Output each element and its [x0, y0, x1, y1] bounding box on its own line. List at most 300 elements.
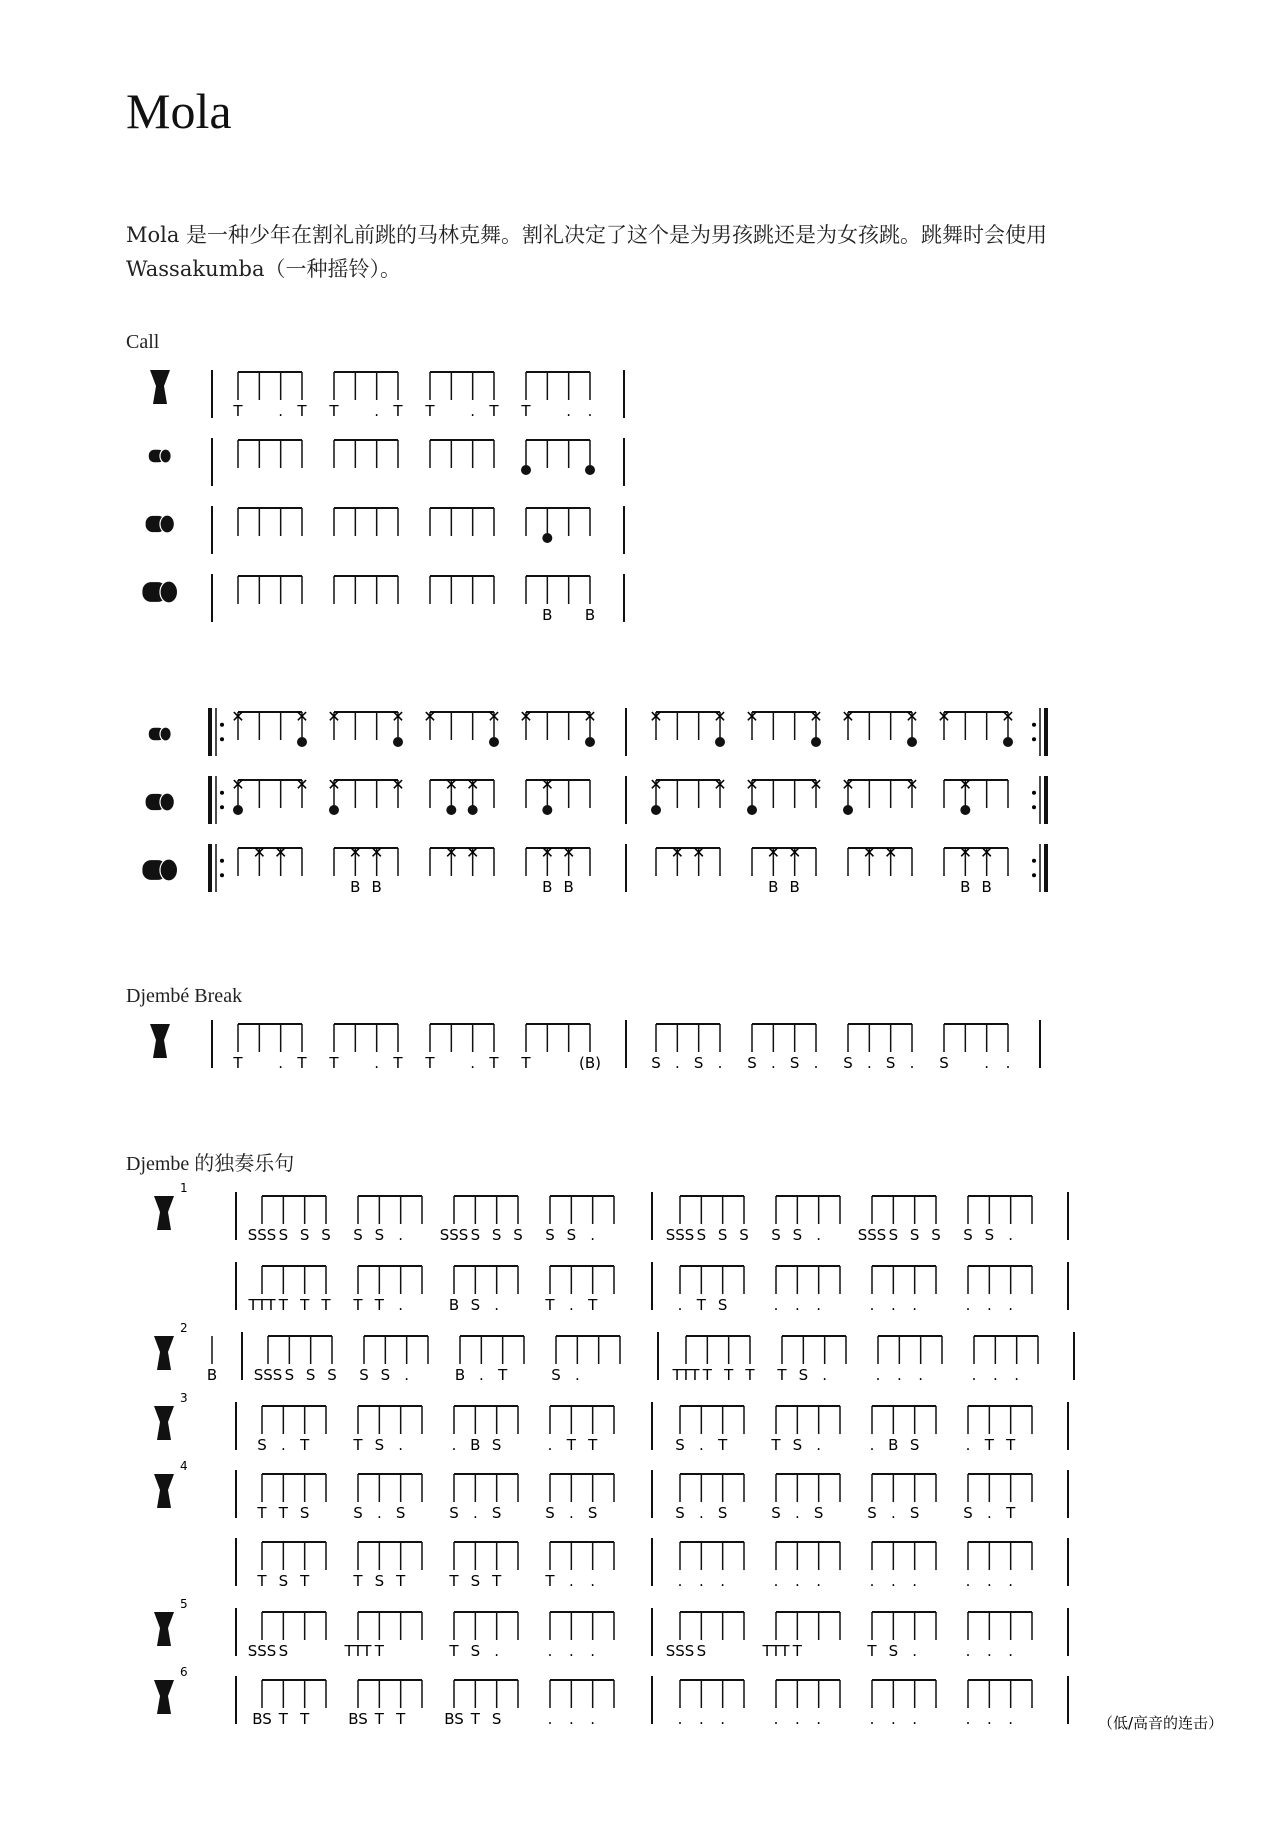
note-symbol: .: [971, 1366, 977, 1384]
note-symbol: .: [986, 1710, 992, 1728]
note-symbol: .: [918, 1366, 924, 1384]
note-symbol: BS: [348, 1710, 368, 1728]
note-symbol: T: [374, 1296, 384, 1314]
note-symbol: .: [770, 1054, 776, 1072]
note-symbol: T: [396, 1572, 406, 1590]
note-symbol: B: [371, 878, 382, 896]
note-symbol: S: [359, 1366, 369, 1384]
note-symbol: .: [1008, 1572, 1014, 1590]
note-symbol: S: [491, 1436, 502, 1454]
note-symbol: .: [984, 1054, 990, 1072]
repeat-dot: [1032, 859, 1036, 863]
note-symbol: T: [545, 1572, 555, 1590]
note-symbol: S: [491, 1710, 502, 1728]
note-symbol: .: [816, 1226, 822, 1244]
note-dot: [489, 737, 499, 747]
note-x: ✕: [295, 707, 309, 726]
note-symbol: T: [1006, 1436, 1016, 1454]
note-symbol: T: [984, 1436, 994, 1454]
note-symbol: .: [816, 1572, 822, 1590]
phrase-number: 3: [180, 1391, 188, 1405]
note-symbol: .: [587, 402, 593, 420]
note-symbol: .: [909, 1054, 915, 1072]
note-symbol: S: [278, 1572, 289, 1590]
note-x: ✕: [540, 775, 555, 794]
djembe-icon: [154, 1680, 174, 1714]
note-x: ✕: [841, 707, 855, 726]
note-x: ✕: [1001, 707, 1015, 726]
note-symbol: S: [449, 1504, 459, 1522]
note-symbol: .: [869, 1436, 875, 1454]
note-symbol: .: [494, 1296, 500, 1314]
note-symbol: .: [472, 1504, 478, 1522]
note-symbol: T: [300, 1572, 310, 1590]
note-symbol: .: [965, 1436, 971, 1454]
note-symbol: T: [300, 1710, 310, 1728]
note-symbol: T: [374, 1710, 384, 1728]
note-symbol: .: [992, 1366, 998, 1384]
note-symbol: T: [1006, 1504, 1016, 1522]
note-symbol: S: [278, 1226, 289, 1244]
djembe-icon: [154, 1612, 174, 1646]
note-symbol: T: [588, 1296, 598, 1314]
note-symbol: B: [563, 878, 574, 896]
note-symbol: T: [278, 1504, 288, 1522]
note-symbol: TTT: [672, 1366, 700, 1384]
note-x: ✕: [745, 707, 759, 726]
note-symbol: .: [794, 1504, 800, 1522]
note-symbol: B: [448, 1296, 460, 1314]
note-symbol: .: [875, 1366, 881, 1384]
note-symbol: T: [329, 402, 339, 420]
note-symbol: .: [398, 1226, 404, 1244]
repeat-dot: [220, 737, 224, 741]
note-dot: [585, 465, 595, 475]
note-x: ✕: [883, 843, 898, 862]
note-symbol: .: [677, 1572, 683, 1590]
note-symbol: T: [278, 1710, 288, 1728]
note-symbol: S: [470, 1226, 481, 1244]
note-symbol: T: [393, 1054, 403, 1072]
note-symbol: S: [798, 1366, 809, 1384]
note-symbol: .: [278, 402, 284, 420]
note-symbol: T: [257, 1504, 267, 1522]
note-symbol: S: [278, 1642, 289, 1660]
pickup-note: B: [206, 1366, 218, 1384]
note-symbol: .: [869, 1710, 875, 1728]
note-symbol: .: [965, 1710, 971, 1728]
note-symbol: B: [888, 1436, 899, 1454]
large-dundun-icon-head: [160, 581, 178, 603]
note-x: ✕: [745, 775, 759, 794]
note-x: ✕: [327, 707, 341, 726]
note-symbol: .: [773, 1710, 779, 1728]
note-symbol: .: [674, 1054, 680, 1072]
note-x: ✕: [670, 843, 685, 862]
djembe-icon: [154, 1336, 174, 1370]
note-symbol: T: [696, 1296, 706, 1314]
note-symbol: .: [478, 1366, 484, 1384]
note-symbol: TTT: [344, 1642, 372, 1660]
note-symbol: SSS: [247, 1226, 277, 1244]
note-symbol: T: [718, 1436, 728, 1454]
note-symbol: B: [960, 878, 971, 896]
note-symbol: T: [545, 1296, 555, 1314]
note-symbol: .: [404, 1366, 410, 1384]
note-symbol: .: [965, 1642, 971, 1660]
repeat-dot: [1032, 873, 1036, 877]
note-symbol: .: [866, 1054, 872, 1072]
note-symbol: .: [451, 1436, 457, 1454]
note-symbol: .: [568, 1642, 574, 1660]
note-x: ✕: [444, 775, 459, 794]
medium-dundun-icon-head: [160, 515, 174, 533]
note-symbol: B: [454, 1366, 466, 1384]
note-symbol: .: [698, 1504, 704, 1522]
note-symbol: .: [698, 1572, 704, 1590]
note-symbol: S: [792, 1436, 803, 1454]
note-symbol: T: [396, 1710, 406, 1728]
note-symbol: T: [297, 1054, 307, 1072]
repeat-dot: [1032, 805, 1036, 809]
phrase-number: 4: [180, 1459, 188, 1473]
note-symbol: T: [425, 1054, 435, 1072]
note-symbol: S: [843, 1054, 853, 1072]
note-symbol: .: [568, 1710, 574, 1728]
note-symbol: .: [816, 1436, 822, 1454]
note-symbol: S: [374, 1436, 385, 1454]
note-symbol: .: [1005, 1054, 1011, 1072]
note-symbol: B: [542, 878, 553, 896]
note-symbol: S: [380, 1366, 391, 1384]
footnote-text: （低/高音的连击）: [1098, 1714, 1224, 1732]
phrase-number: 5: [180, 1597, 188, 1611]
note-symbol: T: [489, 1054, 499, 1072]
note-dot: [715, 737, 725, 747]
note-dot: [446, 805, 456, 815]
note-x: ✕: [583, 707, 597, 726]
note-symbol: .: [590, 1710, 596, 1728]
note-symbol: .: [566, 402, 572, 420]
repeat-dot: [220, 859, 224, 863]
note-symbol: .: [547, 1436, 553, 1454]
note-x: ✕: [444, 843, 459, 862]
note-symbol: S: [963, 1226, 973, 1244]
description-text: Mola 是一种少年在割礼前跳的马林克舞。割礼决定了这个是为男孩跳还是为女孩跳。跳舞时会使用 Wassakumba（一种摇铃）。: [126, 223, 1048, 281]
note-symbol: .: [280, 1436, 286, 1454]
note-dot: [747, 805, 757, 815]
small-dundun-icon-head: [160, 449, 171, 463]
note-symbol: .: [374, 402, 380, 420]
note-x: ✕: [905, 707, 919, 726]
repeat-dot: [220, 805, 224, 809]
note-symbol: T: [425, 402, 435, 420]
note-x: ✕: [787, 843, 802, 862]
note-symbol: .: [794, 1710, 800, 1728]
note-symbol: .: [822, 1366, 828, 1384]
note-symbol: .: [794, 1296, 800, 1314]
note-symbol: .: [717, 1054, 723, 1072]
note-symbol: .: [816, 1296, 822, 1314]
note-symbol: S: [693, 1054, 704, 1072]
note-symbol: T: [300, 1436, 310, 1454]
note-symbol: .: [890, 1504, 896, 1522]
note-symbol: S: [747, 1054, 757, 1072]
note-symbol: S: [327, 1366, 337, 1384]
note-symbol: S: [675, 1504, 685, 1522]
note-symbol: S: [789, 1054, 800, 1072]
note-symbol: T: [233, 1054, 243, 1072]
note-x: ✕: [519, 707, 533, 726]
note-symbol: S: [813, 1504, 824, 1522]
note-symbol: T: [724, 1366, 734, 1384]
note-symbol: .: [986, 1296, 992, 1314]
section-label-solo: Djembe 的独奏乐句: [126, 1153, 295, 1175]
section-label-call: Call: [126, 331, 160, 353]
note-symbol: .: [816, 1710, 822, 1728]
note-x: ✕: [809, 775, 823, 794]
note-x: ✕: [766, 843, 781, 862]
note-symbol: SSS: [665, 1226, 695, 1244]
note-symbol: T: [321, 1296, 331, 1314]
note-symbol: S: [545, 1226, 555, 1244]
note-symbol: .: [965, 1296, 971, 1314]
note-symbol: .: [398, 1296, 404, 1314]
note-x: ✕: [862, 843, 877, 862]
repeat-dot: [220, 873, 224, 877]
note-symbol: T: [300, 1296, 310, 1314]
note-symbol: .: [1008, 1296, 1014, 1314]
note-symbol: .: [547, 1642, 553, 1660]
note-symbol: S: [717, 1226, 728, 1244]
note-symbol: S: [374, 1572, 385, 1590]
section-label-break: Djembé Break: [126, 985, 243, 1007]
djembe-icon: [154, 1196, 174, 1230]
note-symbol: .: [1014, 1366, 1020, 1384]
note-symbol: S: [353, 1226, 363, 1244]
note-symbol: S: [395, 1504, 406, 1522]
note-x: ✕: [348, 843, 363, 862]
note-x: ✕: [252, 843, 267, 862]
note-dot: [651, 805, 661, 815]
note-x: ✕: [295, 775, 309, 794]
note-symbol: T: [867, 1642, 877, 1660]
note-symbol: B: [768, 878, 779, 896]
note-x: ✕: [809, 707, 823, 726]
note-symbol: .: [912, 1572, 918, 1590]
note-x: ✕: [937, 707, 951, 726]
note-symbol: T: [470, 1710, 480, 1728]
note-symbol: .: [698, 1436, 704, 1454]
note-symbol: S: [551, 1366, 561, 1384]
repeat-dot: [220, 791, 224, 795]
note-symbol: .: [590, 1226, 596, 1244]
note-dot: [329, 805, 339, 815]
note-symbol: .: [986, 1642, 992, 1660]
note-symbol: SSS: [247, 1642, 277, 1660]
note-dot: [468, 805, 478, 815]
note-dot: [811, 737, 821, 747]
note-symbol: S: [353, 1504, 363, 1522]
note-symbol: SSS: [857, 1226, 887, 1244]
note-symbol: .: [1008, 1710, 1014, 1728]
note-symbol: S: [888, 1226, 899, 1244]
note-dot: [393, 737, 403, 747]
note-symbol: .: [912, 1642, 918, 1660]
note-symbol: .: [890, 1572, 896, 1590]
note-x: ✕: [231, 707, 245, 726]
note-dot: [1003, 737, 1013, 747]
note-symbol: T: [521, 402, 531, 420]
phrase-number: 2: [180, 1321, 188, 1335]
note-symbol: S: [299, 1504, 310, 1522]
note-symbol: B: [584, 606, 596, 624]
note-x: ✕: [465, 775, 480, 794]
note-symbol: .: [278, 1054, 284, 1072]
phrase-number: 6: [180, 1665, 188, 1679]
note-symbol: S: [299, 1226, 310, 1244]
note-symbol: T: [771, 1436, 781, 1454]
page-title: Mola: [126, 83, 232, 139]
note-symbol: S: [888, 1642, 899, 1660]
note-dot: [297, 737, 307, 747]
repeat-dot: [1032, 791, 1036, 795]
note-symbol: SSS: [253, 1366, 283, 1384]
note-dot: [907, 737, 917, 747]
note-symbol: T: [449, 1572, 459, 1590]
note-symbol: .: [568, 1504, 574, 1522]
note-dot: [542, 805, 552, 815]
note-symbol: .: [986, 1504, 992, 1522]
note-symbol: .: [698, 1710, 704, 1728]
note-x: ✕: [841, 775, 855, 794]
note-x: ✕: [369, 843, 384, 862]
note-x: ✕: [649, 707, 663, 726]
note-x: ✕: [487, 707, 501, 726]
note-symbol: S: [909, 1436, 920, 1454]
note-symbol: BS: [444, 1710, 464, 1728]
note-symbol: S: [909, 1504, 920, 1522]
note-symbol: B: [789, 878, 800, 896]
note-symbol: S: [305, 1366, 316, 1384]
note-symbol: .: [494, 1642, 500, 1660]
note-symbol: T: [353, 1296, 363, 1314]
note-symbol: T: [353, 1436, 363, 1454]
note-symbol: .: [547, 1710, 553, 1728]
note-symbol: S: [257, 1436, 267, 1454]
note-x: ✕: [423, 707, 437, 726]
note-symbol: .: [470, 1054, 476, 1072]
note-symbol: .: [912, 1710, 918, 1728]
djembe-icon: [154, 1406, 174, 1440]
note-symbol: T: [449, 1642, 459, 1660]
repeat-dot: [1032, 723, 1036, 727]
note-symbol: S: [491, 1226, 502, 1244]
note-symbol: .: [720, 1572, 726, 1590]
note-symbol: T: [329, 1054, 339, 1072]
note-symbol: S: [470, 1572, 481, 1590]
repeat-dot: [1032, 737, 1036, 741]
note-symbol: .: [574, 1366, 580, 1384]
note-x: ✕: [231, 775, 245, 794]
note-symbol: S: [717, 1296, 728, 1314]
note-symbol: .: [470, 402, 476, 420]
note-dot: [542, 533, 552, 543]
note-x: ✕: [561, 843, 576, 862]
note-symbol: S: [885, 1054, 896, 1072]
note-symbol: BS: [252, 1710, 272, 1728]
note-symbol: .: [773, 1296, 779, 1314]
note-symbol: T: [297, 402, 307, 420]
note-dot: [843, 805, 853, 815]
medium-dundun-icon-head: [160, 793, 174, 811]
note-symbol: B: [350, 878, 361, 896]
note-symbol: TTT: [762, 1642, 790, 1660]
repeat-dot: [220, 723, 224, 727]
note-symbol: .: [912, 1296, 918, 1314]
note-symbol: T: [498, 1366, 508, 1384]
note-symbol: S: [374, 1226, 385, 1244]
small-dundun-icon-head: [160, 727, 171, 741]
note-symbol: .: [677, 1710, 683, 1728]
note-x: ✕: [327, 775, 341, 794]
note-x: ✕: [979, 843, 994, 862]
note-x: ✕: [273, 843, 288, 862]
note-symbol: S: [792, 1226, 803, 1244]
note-symbol: .: [590, 1642, 596, 1660]
note-x: ✕: [465, 843, 480, 862]
note-symbol: S: [284, 1366, 295, 1384]
note-symbol: .: [1008, 1226, 1014, 1244]
note-symbol: T: [257, 1572, 267, 1590]
note-symbol: .: [568, 1296, 574, 1314]
note-x: ✕: [958, 843, 973, 862]
note-symbol: S: [470, 1296, 481, 1314]
note-symbol: T: [777, 1366, 787, 1384]
note-symbol: S: [651, 1054, 661, 1072]
note-symbol: T: [393, 402, 403, 420]
note-symbol: .: [890, 1710, 896, 1728]
note-symbol: T: [588, 1436, 598, 1454]
note-symbol: S: [587, 1504, 598, 1522]
note-symbol: T: [792, 1642, 802, 1660]
note-symbol: S: [909, 1226, 920, 1244]
note-symbol: (B): [579, 1054, 601, 1072]
note-symbol: .: [794, 1572, 800, 1590]
note-symbol: SSS: [665, 1642, 695, 1660]
large-dundun-icon-head: [160, 859, 178, 881]
note-symbol: S: [771, 1504, 781, 1522]
note-symbol: .: [720, 1710, 726, 1728]
note-symbol: .: [773, 1572, 779, 1590]
note-symbol: SSS: [439, 1226, 469, 1244]
note-symbol: T: [233, 402, 243, 420]
note-dot: [521, 465, 531, 475]
note-dot: [585, 737, 595, 747]
djembe-icon: [154, 1474, 174, 1508]
note-symbol: S: [545, 1504, 555, 1522]
note-symbol: T: [353, 1572, 363, 1590]
note-symbol: B: [470, 1436, 481, 1454]
note-symbol: T: [566, 1436, 576, 1454]
note-symbol: .: [986, 1572, 992, 1590]
note-symbol: S: [963, 1504, 973, 1522]
note-symbol: T: [702, 1366, 712, 1384]
note-symbol: .: [398, 1436, 404, 1454]
note-dot: [960, 805, 970, 815]
note-symbol: .: [568, 1572, 574, 1590]
note-symbol: S: [717, 1504, 728, 1522]
